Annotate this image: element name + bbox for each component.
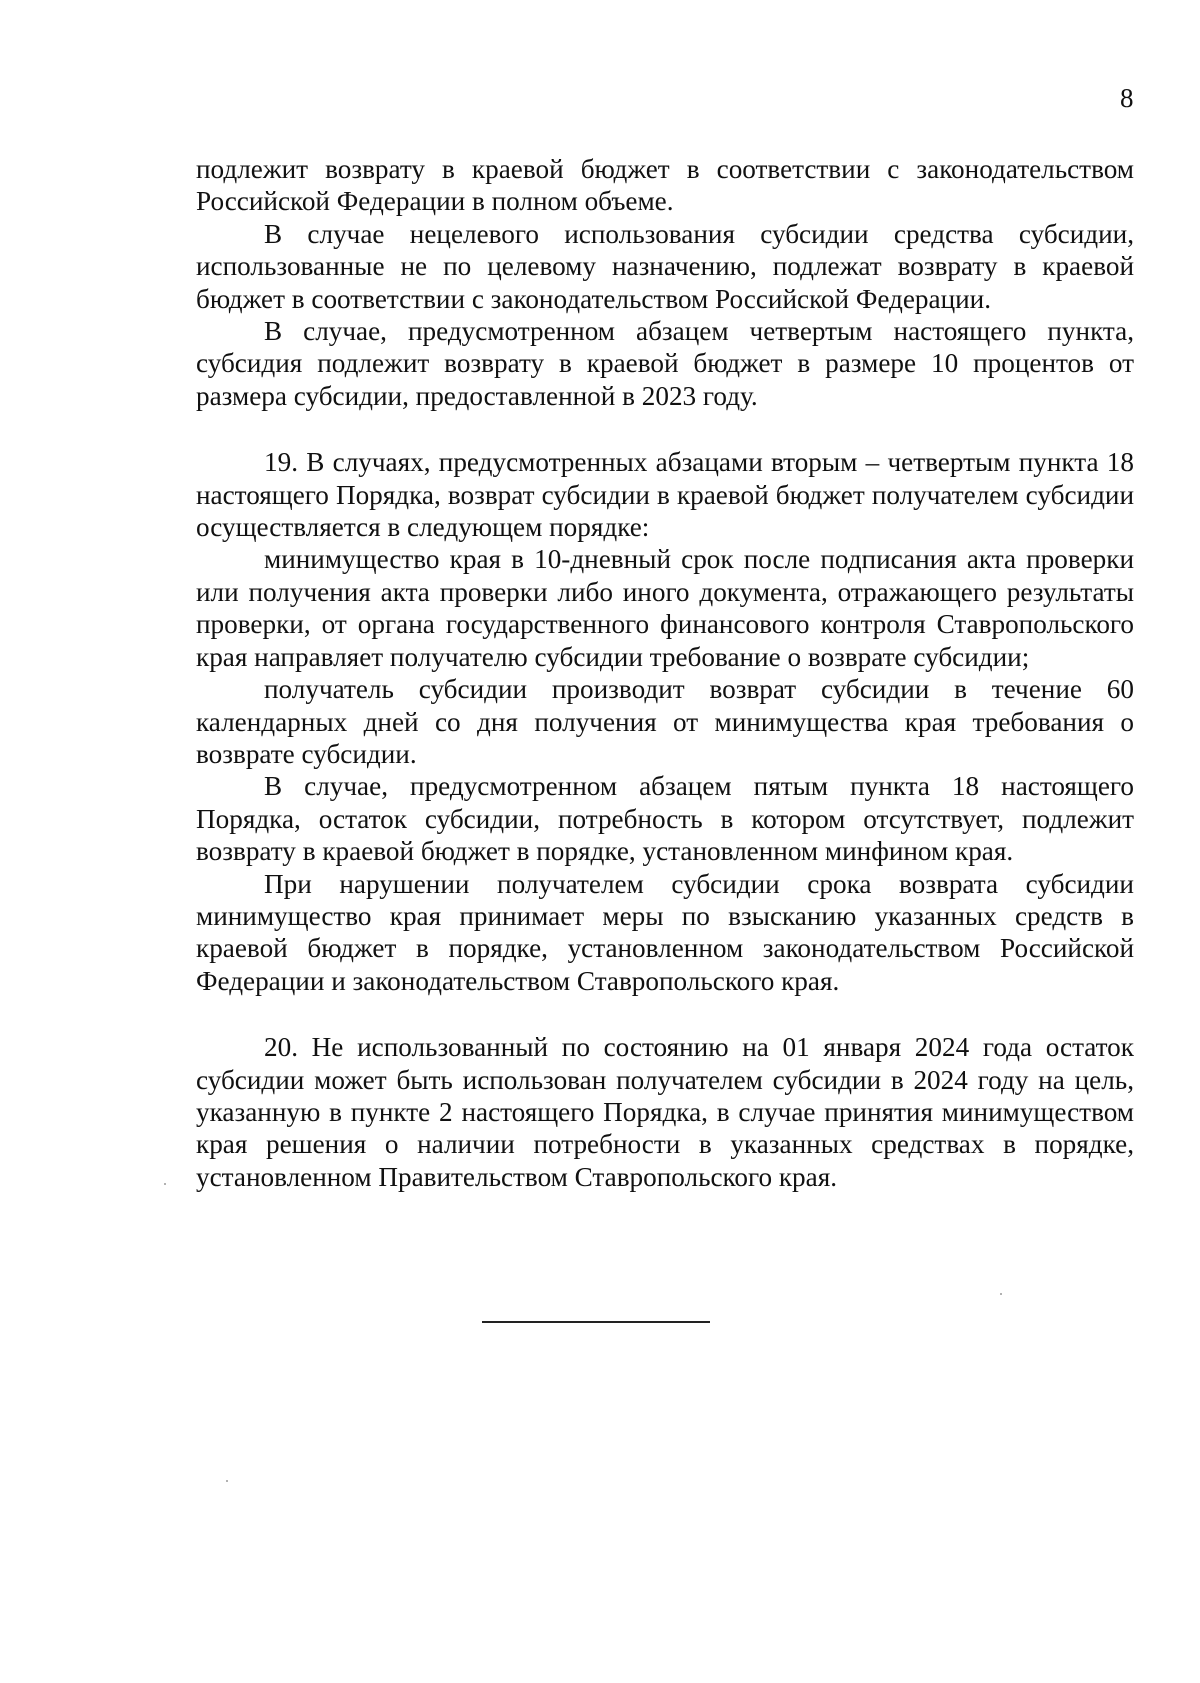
paragraph-18-ten-percent: В случае, предусмотренном абзацем четвертым настоящего пункта, субсидия подлежит возврату в краевой бюджет в размере 10 процентов от размера субсидии, предоставленной в 2023 году. xyxy=(196,316,1134,411)
paragraph-18-misuse: В случае нецелевого использования субсидии средства субсидии, использованные не по целевому назначению, подлежат возврату в краевой бюджет в соответствии с законодательством Российской Федерации. xyxy=(196,218,1134,314)
paragraph-19-violation: При нарушении получателем субсидии срока возврата субсидии минимущество края принимает меры по взысканию указанных средств в краевой бюджет в порядке, установленном законодательством Российской Федерации и законодательством Ставропольского края. xyxy=(196,868,1134,996)
paragraph-19: 19. В случаях, предусмотренных абзацами вторым – четвертым пункта 18 настоящего Порядка, возврат субсидии в краевой бюджет получателем субсидии осуществляется в следующем порядке: xyxy=(196,447,1134,543)
scan-speck xyxy=(1000,1293,1002,1295)
document-body xyxy=(196,153,1134,1193)
end-of-document-rule xyxy=(482,1321,710,1323)
page-number: 8 xyxy=(1120,83,1134,113)
paragraph-19-step-2: получатель субсидии производит возврат субсидии в течение 60 календарных дней со дня получения от минимущества края требования о возврате субсидии. xyxy=(196,674,1134,769)
paragraph-19-step-1: минимущество края в 10-дневный срок после подписания акта проверки или получения акта проверки либо иного документа, отражающего результаты проверки, от органа государственного финансового контроля Ставропольского края направляет получателю субсидии требование о возврате субсидии; xyxy=(196,544,1134,672)
scan-speck xyxy=(226,1480,228,1482)
paragraph-18-continuation: подлежит возврату в краевой бюджет в соответствии с законодательством Российской Федерации в полном объеме. xyxy=(196,154,1134,217)
paragraph-20: 20. Не использованный по состоянию на 01 января 2024 года остаток субсидии может быть использован получателем субсидии в 2024 году на цель, указанную в пункте 2 настоящего Порядка, в случае принятия минимуществом края решения о наличии потребности в указанных средствах в порядке, установленном Правительством Ставропольского края. xyxy=(196,1032,1134,1192)
scan-speck xyxy=(164,1183,166,1185)
paragraph-19-remainder: В случае, предусмотренном абзацем пятым пункта 18 настоящего Порядка, остаток субсидии, потребность в котором отсутствует, подлежит возврату в краевой бюджет в порядке, установленном минфином края. xyxy=(196,771,1134,867)
